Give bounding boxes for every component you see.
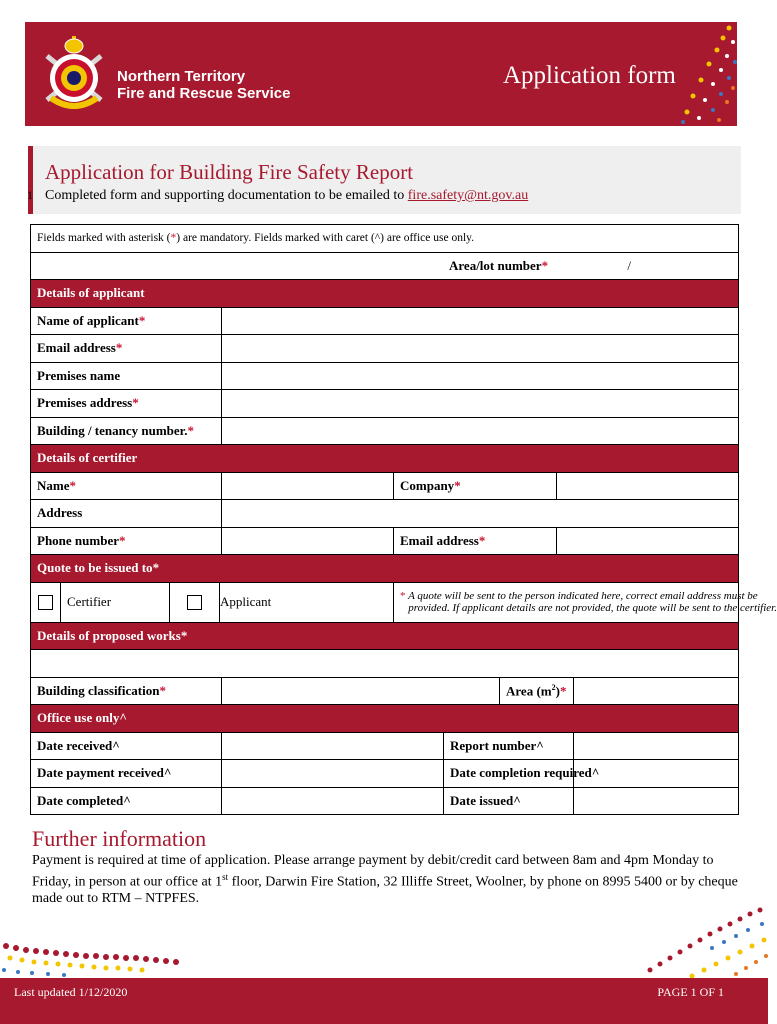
premises-address-input[interactable]	[222, 390, 739, 418]
certifier-company-label: Company*	[394, 472, 557, 500]
date-completed-input[interactable]	[222, 787, 444, 815]
decorative-dots-bottom	[0, 900, 768, 980]
applicant-checkbox-cell[interactable]	[170, 582, 220, 622]
decorative-dots-pattern	[677, 22, 737, 126]
last-updated: Last updated 1/12/2020	[14, 985, 128, 999]
certifier-checkbox[interactable]	[38, 595, 53, 610]
certifier-name-input[interactable]	[222, 472, 394, 500]
title-box	[28, 146, 741, 214]
section-details-of-applicant: Details of applicant	[31, 280, 739, 308]
section-quote-to-be-issued: Quote to be issued to*	[31, 555, 739, 583]
date-payment-received-label: Date payment received^	[31, 760, 222, 788]
premises-address-label: Premises address*	[31, 390, 222, 418]
applicant-checkbox[interactable]	[187, 595, 202, 610]
applicant-email-label: Email address*	[31, 335, 222, 363]
building-classification-label: Building classification*	[31, 677, 222, 705]
organisation-name	[117, 68, 290, 102]
submission-email-link[interactable]: fire.safety@nt.gov.au	[407, 188, 529, 203]
area-lot-separator: /	[627, 257, 631, 273]
quote-recipient-note: * A quote will be sent to the person indicated here, correct email address must be provided. If applicant details are not provided, the quote will be sent to the certifier.	[394, 582, 739, 622]
bullet-marker: 1	[27, 188, 33, 202]
date-received-label: Date received^	[31, 732, 222, 760]
certifier-option-label: Certifier	[61, 582, 170, 622]
report-number-label: Report number^	[444, 732, 574, 760]
application-form-table	[30, 224, 777, 815]
building-tenancy-label: Building / tenancy number.*	[31, 417, 222, 445]
building-classification-input[interactable]	[222, 677, 500, 705]
fire-service-crest-logo	[39, 34, 109, 114]
date-received-input[interactable]	[222, 732, 444, 760]
date-payment-received-input[interactable]	[222, 760, 444, 788]
certifier-address-label: Address	[31, 500, 222, 528]
date-issued-input[interactable]	[574, 787, 739, 815]
area-input[interactable]	[574, 677, 739, 705]
org-name-line2: Fire and Rescue Service	[117, 85, 291, 102]
certifier-checkbox-cell[interactable]	[31, 582, 61, 622]
form-title: Application for Building Fire Safety Report	[45, 160, 414, 184]
report-number-input[interactable]	[574, 732, 739, 760]
page-number: PAGE 1 OF 1	[657, 985, 724, 999]
area-lot-label: Area/lot number*	[449, 257, 549, 273]
mandatory-fields-note: Fields marked with asterisk (*) are mandatory. Fields marked with caret (^) are office use only.	[31, 225, 739, 253]
certifier-name-label: Name*	[31, 472, 222, 500]
certifier-phone-label: Phone number*	[31, 527, 222, 555]
certifier-phone-input[interactable]	[222, 527, 394, 555]
area-lot-row	[31, 252, 739, 280]
further-information-heading: Further information	[32, 826, 207, 851]
section-office-use-only: Office use only^	[31, 705, 739, 733]
page-footer	[0, 978, 768, 1024]
name-of-applicant-label: Name of applicant*	[31, 307, 222, 335]
proposed-works-input[interactable]	[31, 650, 739, 678]
further-information-text: Payment is required at time of application. Please arrange payment by debit/credit card between 8am and 4pm Monday to Friday, in person at our office at 1st floor, Darwin Fire Station, 32 Illiffe Street, Woolner, by phone on 8995 5400 or by cheque made out to RTM – NTPFES.	[32, 853, 738, 906]
date-completed-label: Date completed^	[31, 787, 222, 815]
certifier-email-input[interactable]	[557, 527, 739, 555]
date-completion-required-label: Date completion required^	[444, 760, 574, 788]
certifier-company-input[interactable]	[557, 472, 739, 500]
intro-row	[31, 225, 739, 253]
header-banner	[25, 22, 737, 126]
premises-name-input[interactable]	[222, 362, 739, 390]
premises-name-label: Premises name	[31, 362, 222, 390]
certifier-address-input[interactable]	[222, 500, 739, 528]
certifier-email-label: Email address*	[394, 527, 557, 555]
form-type-title: Application form	[503, 62, 676, 89]
date-issued-label: Date issued^	[444, 787, 574, 815]
section-details-of-proposed-works: Details of proposed works*	[31, 622, 739, 650]
area-lot-cell	[31, 252, 739, 280]
section-details-of-certifier: Details of certifier	[31, 445, 739, 473]
applicant-email-input[interactable]	[222, 335, 739, 363]
applicant-option-label: Applicant	[220, 582, 394, 622]
submission-instruction	[45, 188, 528, 204]
building-tenancy-input[interactable]	[222, 417, 739, 445]
area-label: Area $(m^2)*$	[500, 677, 574, 705]
instruction-text: Completed form and supporting documentation to be emailed to	[45, 188, 405, 203]
org-name-line1: Northern Territory	[117, 68, 246, 85]
name-of-applicant-input[interactable]	[222, 307, 739, 335]
